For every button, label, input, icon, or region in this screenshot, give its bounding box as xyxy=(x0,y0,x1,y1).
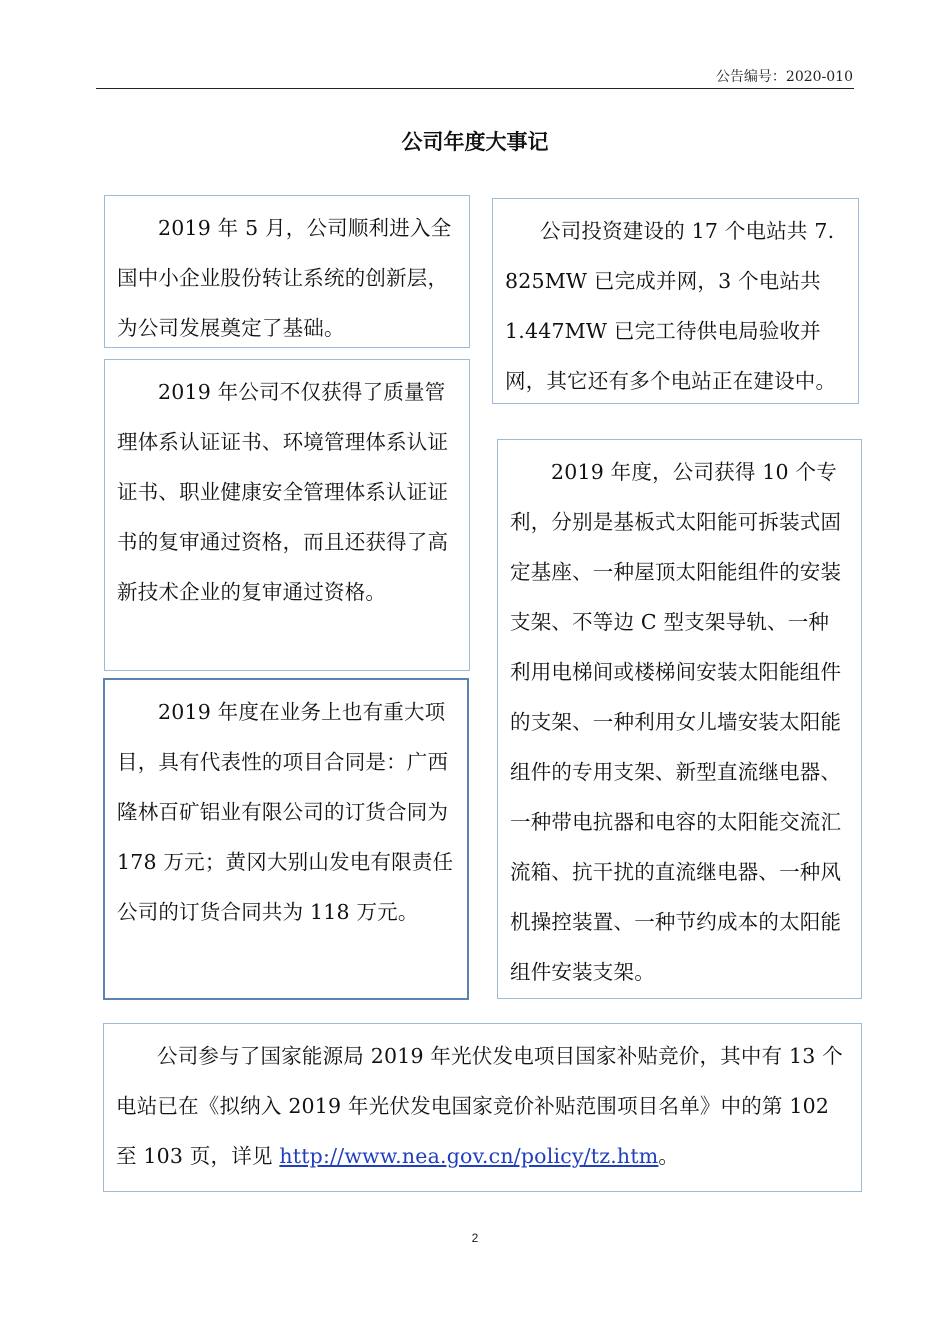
subsidy-text: 公司参与了国家能源局 2019 年光伏发电项目国家补贴竞价，其中有 13 个电站已在《拟纳入 2019 年光伏发电国家竞价补贴范围项目名单》中的第 102 至 103 页，详见 xyxy=(116,1044,843,1168)
announcement-number: 公告编号：2020-010 xyxy=(715,69,853,85)
policy-link[interactable]: http://www.nea.gov.cn/policy/tz.htm xyxy=(279,1144,659,1168)
event-box-patents xyxy=(497,439,862,999)
event-text: 公司投资建设的 17 个电站共 7.825MW 已完成并网，3 个电站共 1.447MW 已完工待供电局验收并网，其它还有多个电站正在建设中。 xyxy=(505,219,837,393)
event-text: 2019 年度，公司获得 10 个专利，分别是基板式太阳能可拆装式固定基座、一种屋顶太阳能组件的安装支架、不等边 C 型支架导轨、一种利用电梯间或楼梯间安装太阳能组件的支架、一种利用女儿墙安装太阳能组件的专用支架、新型直流继电器、一种带电抗器和电容的太阳能交流汇流箱、抗干扰的直流继电器、一种风机操控装置、一种节约成本的太阳能组件安装支架。 xyxy=(510,460,842,984)
event-box-certifications xyxy=(104,359,470,671)
header-divider xyxy=(96,88,854,89)
event-box-new-tier xyxy=(104,195,470,348)
event-box-power-stations xyxy=(492,198,859,404)
event-text: 2019 年 5 月，公司顺利进入全国中小企业股份转让系统的创新层，为公司发展奠定了基础。 xyxy=(117,216,452,340)
event-box-projects xyxy=(103,678,469,1000)
page-title: 公司年度大事记 xyxy=(401,130,549,154)
event-box-subsidy xyxy=(103,1023,862,1192)
event-text: 2019 年公司不仅获得了质量管理体系认证证书、环境管理体系认证证书、职业健康安全管理体系认证证书的复审通过资格，而且还获得了高新技术企业的复审通过资格。 xyxy=(117,380,449,604)
subsidy-suffix: 。 xyxy=(658,1144,680,1168)
event-text: 2019 年度在业务上也有重大项目，具有代表性的项目合同是：广西隆林百矿铝业有限公司的订货合同为 178 万元；黄冈大别山发电有限责任公司的订货合同共为 118 万元。 xyxy=(117,700,454,924)
page-number: 2 xyxy=(471,1231,479,1245)
event-text xyxy=(116,1031,849,1181)
